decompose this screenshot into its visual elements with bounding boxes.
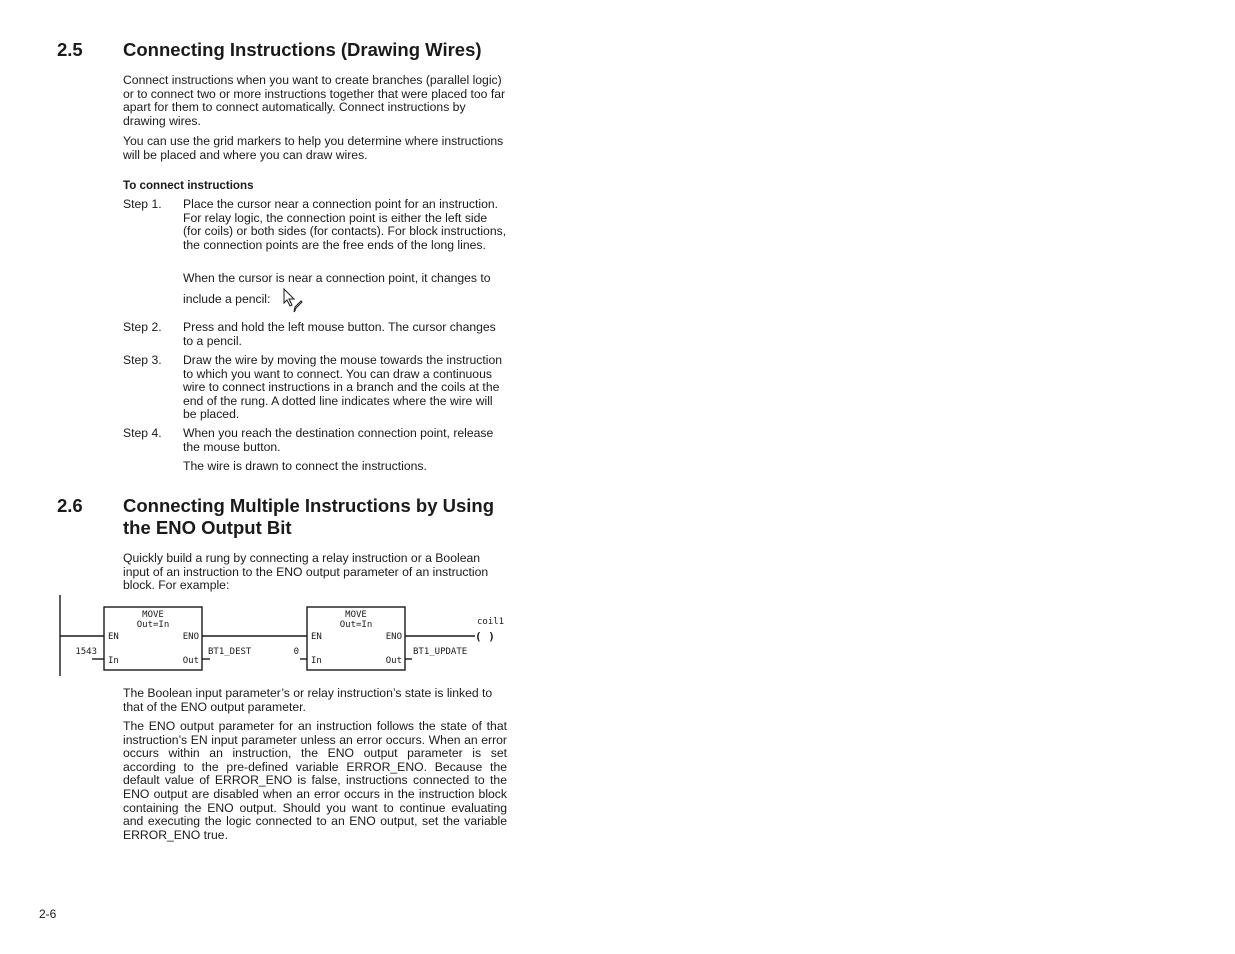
block-2-in: In	[311, 656, 322, 666]
eno-paragraph-2: The ENO output parameter for an instruction follows the state of that instruction’s EN input parameter unless an error occurs. When an error occurs within an instruction, the ENO output parameter is set according to the pre-defined variable ERROR_ENO. Because the default value of ERROR_ENO is false, instructions connected to the ENO output are disabled when an error occurs in the instruction block containing the ENO output. Should you want to continue evaluating and executing the logic connected to an ENO output, set the variable ERROR_ENO true.	[123, 719, 507, 842]
block-2-sub: Out=In	[339, 620, 373, 630]
step-1-text: Place the cursor near a connection point for an instruction. For relay logic, the connection point is either the left side (for coils) or both sides (for contacts). For block instructions, the connection points are the free ends of the long lines.	[183, 197, 507, 252]
eno-paragraph-1: The Boolean input parameter’s or relay instruction’s state is linked to that of the ENO output parameter.	[123, 686, 493, 714]
step-2-label: Step 2.	[123, 320, 162, 334]
intro-paragraph-2: You can use the grid markers to help you determine where instructions will be placed and where you can draw wires.	[123, 134, 504, 162]
coil-symbol: ( )	[475, 630, 495, 643]
intro-paragraph-1: Connect instructions when you want to create branches (parallel logic) or to connect two or more instructions together that were placed too far apart for them to connect automatically. Connect instructions by drawing wires.	[123, 73, 506, 128]
block-2-out: Out	[385, 656, 402, 666]
section-2-6-intro: Quickly build a rung by connecting a relay instruction or a Boolean input of an instruction to the ENO output parameter of an instruction block. For example:	[123, 551, 489, 593]
block-1-sub: Out=In	[136, 620, 170, 630]
page-number: 2-6	[39, 907, 57, 921]
step-1-note-1: When the cursor is near a connection point, it changes to	[183, 271, 491, 285]
block-2-out-var: BT1_UPDATE	[413, 647, 468, 657]
step-4-label: Step 4.	[123, 426, 162, 440]
block-1-en: EN	[108, 632, 119, 642]
block-1-in-value: 1543	[75, 647, 97, 657]
subheading-connect-instructions: To connect instructions	[123, 179, 254, 192]
ladder-diagram	[50, 593, 510, 683]
coil-label: coil1	[477, 617, 505, 627]
section-title-2-5: Connecting Instructions (Drawing Wires)	[123, 39, 482, 60]
step-1-note-2: include a pencil:	[183, 292, 271, 306]
step-3-text: Draw the wire by moving the mouse towards the instruction to which you want to connect. You can draw a continuous wire to connect instructions in a branch and the coils at the end of the rung. A dotted line indicates where the wire will be placed.	[183, 353, 503, 422]
block-1-in: In	[108, 656, 119, 666]
section-number-2-6: 2.6	[57, 495, 83, 516]
block-2-eno: ENO	[385, 632, 402, 642]
step-1-label: Step 1.	[123, 197, 162, 211]
section-title-2-6: Connecting Multiple Instructions by Using the ENO Output Bit	[123, 495, 495, 538]
step-4-text: When you reach the destination connection point, release the mouse button.	[183, 426, 494, 454]
block-2-in-value: 0	[293, 647, 299, 657]
section-number-2-5: 2.5	[57, 39, 83, 60]
step-3-label: Step 3.	[123, 353, 162, 367]
block-1-name: MOVE	[142, 610, 164, 620]
block-2-en: EN	[311, 632, 322, 642]
block-1-out-var: BT1_DEST	[208, 647, 252, 657]
block-2-name: MOVE	[345, 610, 367, 620]
block-1-eno: ENO	[182, 632, 199, 642]
step-2-text: Press and hold the left mouse button. The cursor changes to a pencil.	[183, 320, 496, 348]
step-4-note: The wire is drawn to connect the instructions.	[183, 459, 427, 473]
block-1-out: Out	[182, 656, 199, 666]
pencil-cursor-icon	[282, 288, 304, 314]
